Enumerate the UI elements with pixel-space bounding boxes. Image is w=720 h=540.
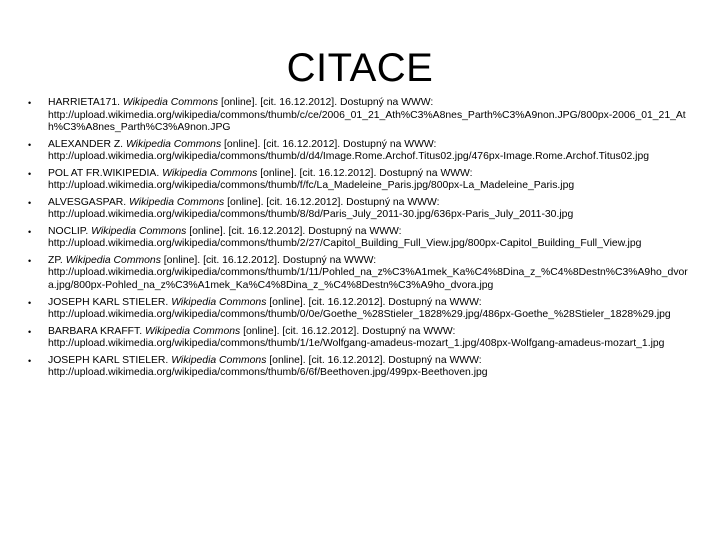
bullet-icon: • [28, 255, 32, 266]
reference-citation [48, 255, 688, 268]
reference-citation [48, 197, 688, 210]
reference-url[interactable]: http://upload.wikimedia.org/wikipedia/commons/thumb/f/fc/La_Madeleine_Paris.jpg/800px-La_Madeleine_Paris.jpg [48, 180, 575, 192]
reference-url[interactable]: http://upload.wikimedia.org/wikipedia/commons/thumb/6/6f/Beethoven.jpg/499px-Beethoven.jpg [48, 367, 488, 379]
reference-item [28, 355, 688, 380]
reference-source: Wikipedia Commons [125, 138, 222, 150]
reference-url[interactable]: http://upload.wikimedia.org/wikipedia/commons/thumb/c/ce/2006_01_21_Ath%C3%A8nes_Parth%C3%A9non.JPG/800px-2006_01_21_Ath%C3%A8nes_Parth%C3%A9non.JPG [48, 109, 686, 133]
reference-url[interactable]: http://upload.wikimedia.org/wikipedia/commons/thumb/0/0e/Goethe_%28Stieler_1828%29.jpg/486px-Goethe_%28Stieler_1828%29.jpg [48, 309, 671, 321]
bullet-icon: • [28, 98, 32, 108]
reference-source: Wikipedia Commons [171, 354, 267, 366]
reference-item [28, 168, 688, 193]
reference-author: ALVESGASPAR. [48, 196, 127, 208]
reference-citation [48, 168, 688, 181]
reference-citation [48, 326, 688, 339]
reference-author: JOSEPH KARL STIELER. [48, 296, 169, 308]
reference-details: [online]. [cit. 16.12.2012]. Dostupný na WWW: [224, 138, 437, 150]
reference-list [28, 97, 688, 384]
reference-citation [48, 139, 688, 152]
reference-item [28, 255, 688, 293]
reference-author: POL AT FR.WIKIPEDIA. [48, 167, 160, 179]
bullet-icon: • [28, 297, 32, 308]
reference-details: [online]. [cit. 16.12.2012]. Dostupný na WWW: [260, 167, 473, 179]
reference-author: BARBARA KRAFFT. [48, 325, 143, 337]
reference-details: [online]. [cit. 16.12.2012]. Dostupný na WWW: [269, 354, 482, 366]
reference-citation [48, 226, 688, 239]
reference-source: Wikipedia Commons [171, 296, 267, 308]
bullet-icon: • [28, 197, 32, 208]
reference-details: [online]. [cit. 16.12.2012]. Dostupný na WWW: [163, 254, 377, 266]
reference-url[interactable]: http://upload.wikimedia.org/wikipedia/commons/thumb/2/27/Capitol_Building_Full_View.jpg/800px-Capitol_Building_Full_View.jpg [48, 238, 642, 250]
reference-item [28, 297, 688, 322]
reference-citation [48, 355, 688, 368]
reference-url[interactable]: http://upload.wikimedia.org/wikipedia/commons/thumb/8/8d/Paris_July_2011-30.jpg/636px-Paris_July_2011-30.jpg [48, 209, 574, 221]
reference-author: ZP. [48, 254, 63, 266]
reference-source: Wikipedia Commons [91, 225, 187, 237]
reference-source: Wikipedia Commons [129, 196, 225, 208]
reference-url[interactable]: http://upload.wikimedia.org/wikipedia/commons/thumb/1/1e/Wolfgang-amadeus-mozart_1.jpg/408px-Wolfgang-amadeus-mozart_1.jpg [48, 338, 665, 350]
reference-details: [online]. [cit. 16.12.2012]. Dostupný na WWW: [269, 296, 482, 308]
slide-title: CITACE [286, 46, 434, 90]
bullet-icon: • [28, 139, 32, 150]
reference-source: Wikipedia Commons [162, 167, 258, 179]
reference-details: [online]. [cit. 16.12.2012]. Dostupný na WWW: [189, 225, 402, 237]
reference-details: [online]. [cit. 16.12.2012]. Dostupný na WWW: [220, 97, 434, 108]
reference-item [28, 197, 688, 222]
reference-url[interactable]: http://upload.wikimedia.org/wikipedia/commons/thumb/d/d4/Image.Rome.Archof.Titus02.jpg/476px-Image.Rome.Archof.Titus02.jpg [48, 151, 650, 163]
reference-author: NOCLIP. [48, 225, 89, 237]
reference-item [28, 226, 688, 251]
bullet-icon: • [28, 355, 32, 366]
reference-author: JOSEPH KARL STIELER. [48, 354, 169, 366]
reference-item [28, 97, 688, 135]
bullet-icon: • [28, 226, 32, 237]
reference-source: Wikipedia Commons [145, 325, 241, 337]
reference-details: [online]. [cit. 16.12.2012]. Dostupný na WWW: [243, 325, 456, 337]
reference-url[interactable]: http://upload.wikimedia.org/wikipedia/commons/thumb/1/11/Pohled_na_z%C3%A1mek_Ka%C4%8Dina_z_%C4%8Destn%C3%A9ho_dvora.jpg/800px-Pohled_na_z%C3%A1mek_Ka%C4%8Dina_z_%C4%8Destn%C3%A9ho_dvora.jpg [48, 267, 688, 291]
reference-source: Wikipedia Commons [65, 254, 161, 266]
reference-source: Wikipedia Commons [122, 97, 219, 108]
bullet-icon: • [28, 168, 32, 179]
reference-author: ALEXANDER Z. [48, 138, 124, 150]
reference-item [28, 139, 688, 164]
bullet-icon: • [28, 326, 32, 337]
reference-citation [48, 297, 688, 310]
reference-item [28, 326, 688, 351]
reference-author: HARRIETA171. [48, 97, 120, 108]
reference-details: [online]. [cit. 16.12.2012]. Dostupný na WWW: [227, 196, 440, 208]
reference-citation [48, 97, 688, 110]
